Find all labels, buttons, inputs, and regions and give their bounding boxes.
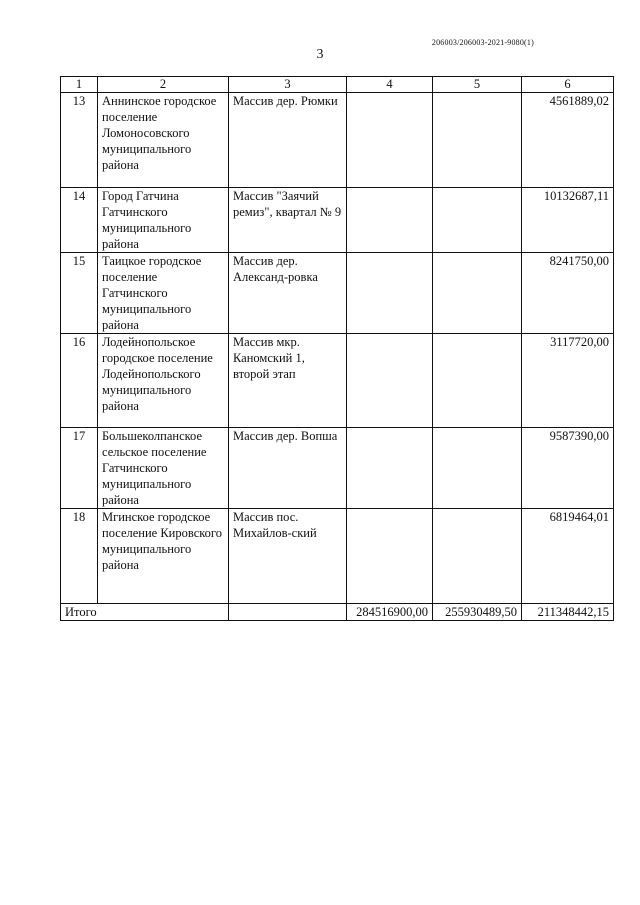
amount-cell-4 — [347, 253, 433, 334]
amount-cell-4 — [347, 188, 433, 253]
total-amount-6: 211348442,15 — [522, 604, 614, 621]
table-row — [61, 509, 614, 604]
page-number: 3 — [316, 47, 324, 62]
column-header-4: 4 — [347, 77, 433, 93]
table-row — [61, 188, 614, 253]
amount-cell-6: 9587390,00 — [522, 428, 614, 509]
amount-cell-4 — [347, 509, 433, 604]
amount-cell-4 — [347, 334, 433, 428]
object-cell: Массив дер. Рюмки — [229, 93, 347, 188]
municipality-cell: Большеколпанское сельское поселение Гатчинского муниципального района — [98, 428, 229, 509]
amount-cell-6: 4561889,02 — [522, 93, 614, 188]
table-row — [61, 334, 614, 428]
total-empty-cell — [229, 604, 347, 621]
total-amount-5: 255930489,50 — [433, 604, 522, 621]
column-header-5: 5 — [433, 77, 522, 93]
table-row — [61, 253, 614, 334]
amount-cell-5 — [433, 188, 522, 253]
municipality-cell: Город Гатчина Гатчинского муниципального района — [98, 188, 229, 253]
column-header-1: 1 — [61, 77, 98, 93]
header-row — [61, 77, 614, 93]
object-cell: Массив дер. Александ-ровка — [229, 253, 347, 334]
row-number: 15 — [61, 253, 98, 334]
municipality-cell: Таицкое городское поселение Гатчинского муниципального района — [98, 253, 229, 334]
amount-cell-6: 10132687,11 — [522, 188, 614, 253]
row-number: 14 — [61, 188, 98, 253]
table-row — [61, 428, 614, 509]
table-row — [61, 93, 614, 188]
object-cell: Массив дер. Вопша — [229, 428, 347, 509]
amount-cell-6: 3117720,00 — [522, 334, 614, 428]
amount-cell-4 — [347, 93, 433, 188]
amount-cell-6: 6819464,01 — [522, 509, 614, 604]
column-header-6: 6 — [522, 77, 614, 93]
total-row — [61, 604, 614, 621]
total-label: Итого — [61, 604, 229, 621]
amount-cell-5 — [433, 428, 522, 509]
row-number: 13 — [61, 93, 98, 188]
municipality-cell: Мгинское городское поселение Кировского муниципального района — [98, 509, 229, 604]
total-amount-4: 284516900,00 — [347, 604, 433, 621]
amount-cell-6: 8241750,00 — [522, 253, 614, 334]
amount-cell-5 — [433, 93, 522, 188]
column-header-3: 3 — [229, 77, 347, 93]
municipality-cell: Аннинское городское поселение Ломоносовского муниципального района — [98, 93, 229, 188]
data-table — [60, 76, 614, 621]
row-number: 18 — [61, 509, 98, 604]
amount-cell-5 — [433, 509, 522, 604]
row-number: 17 — [61, 428, 98, 509]
object-cell: Массив пос. Михайлов-ский — [229, 509, 347, 604]
row-number: 16 — [61, 334, 98, 428]
object-cell: Массив мкр. Каномский 1, второй этап — [229, 334, 347, 428]
object-cell: Массив "Заячий ремиз", квартал № 9 — [229, 188, 347, 253]
amount-cell-5 — [433, 334, 522, 428]
amount-cell-4 — [347, 428, 433, 509]
column-header-2: 2 — [98, 77, 229, 93]
municipality-cell: Лодейнопольское городское поселение Лодейнопольского муниципального района — [98, 334, 229, 428]
amount-cell-5 — [433, 253, 522, 334]
document-id: 206003/206003-2021-9080(1) — [431, 38, 534, 47]
